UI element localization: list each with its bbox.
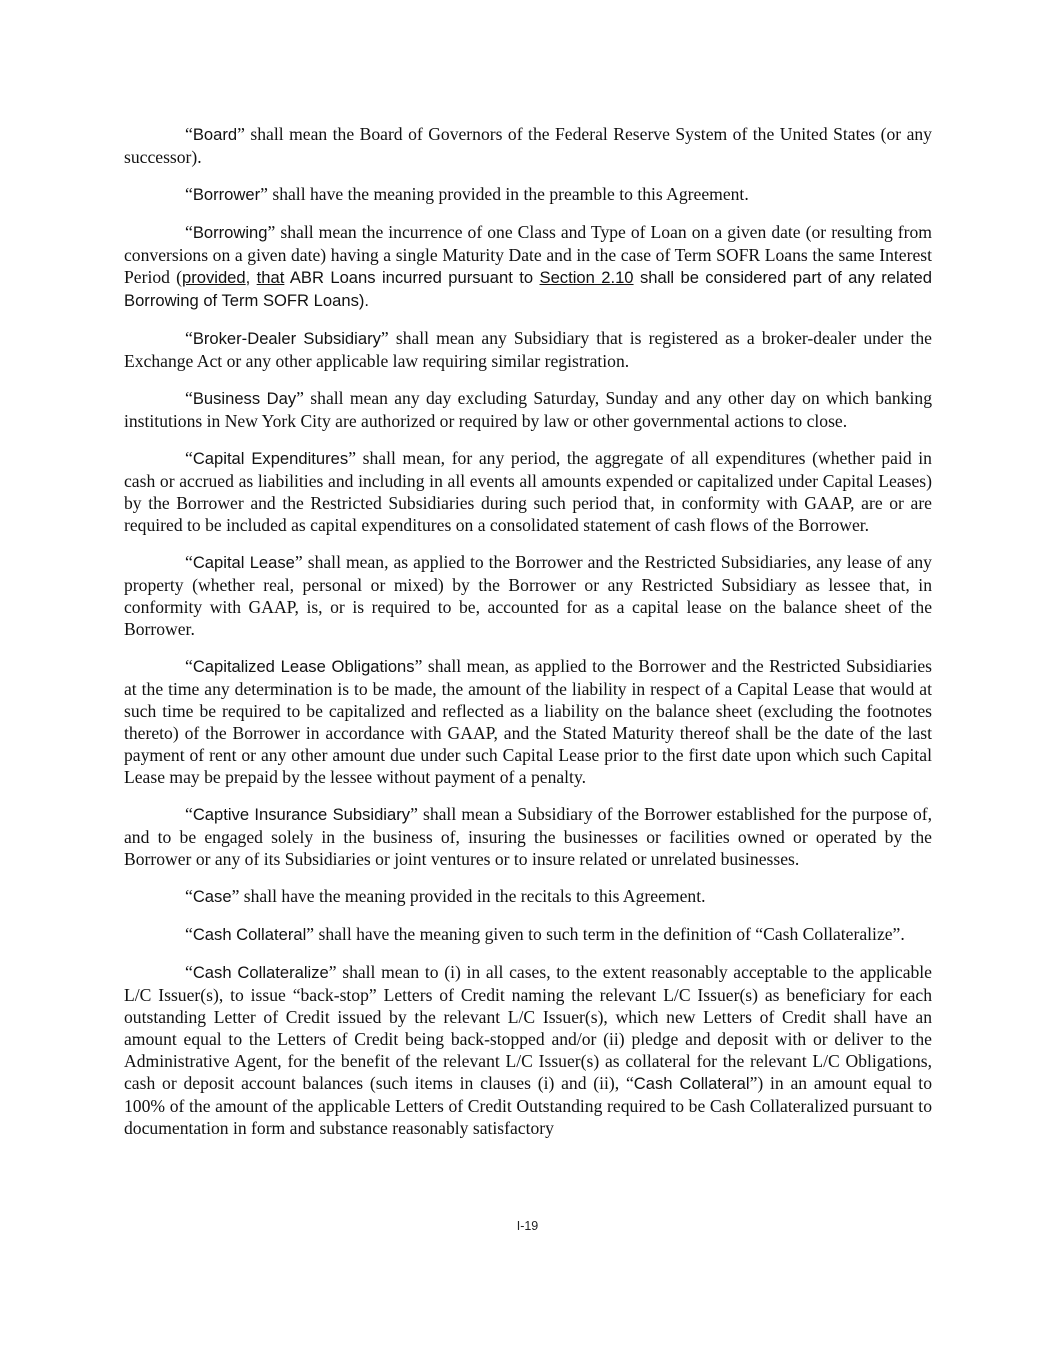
definition-capitalized-lease-obligations: “Capitalized Lease Obligations” shall mean, as applied to the Borrower and the Restricted Subsidiaries at the time any determination is to be made, the amount of the liability in respect of a Capital Lease that would at such time be required to be capitalized and reflected as a liability on the balance sheet (excluding the footnotes thereto) of the Borrower in accordance with GAAP, and the Stated Maturity thereof shall be the date of the last payment of rent or any other amount due under such Capital Lease prior to the first date upon which such Capital Lease may be prepaid by the lessee without payment of a penalty. (124, 656, 932, 787)
defined-term: Business Day (192, 389, 297, 408)
defined-term: Capital Lease (192, 553, 295, 572)
provided-emphasis: provided (181, 268, 246, 287)
defined-term: Broker-Dealer Subsidiary (192, 329, 381, 348)
inline-defined-term: Cash Collateral (633, 1074, 750, 1093)
that-emphasis: that (256, 268, 285, 287)
definition-business-day: “Business Day” shall mean any day excluding Saturday, Sunday and any other day on which banking institutions in New York City are authorized or required by law or other governmental actions to close. (124, 388, 932, 431)
definition-text-comma: , (245, 268, 257, 287)
definition-cash-collateralize: “Cash Collateralize” shall mean to (i) in all cases, to the extent reasonably acceptable to the applicable L/C Issuer(s), to issue “back-stop” Letters of Credit naming the relevant L/C Issuer(s) as beneficiary for each outstanding Letter of Credit issued by the relevant L/C Issuer(s), which new Letters of Credit shall have an amount equal to the Letters of Credit being back-stopped and/or (ii) pledge and deposit with or deliver to the Administrative Agent, for the benefit of the relevant L/C Issuer(s) as collateral for the relevant L/C Obligations, cash or deposit account balances (such items in clauses (i) and (ii), “Cash Collateral”) in an amount equal to 100% of the amount of the applicable Letters of Credit Outstanding required to be Cash Collateralized pursuant to documentation in form and substance reasonably satisfactory (124, 962, 932, 1138)
defined-term: Cash Collateralize (192, 963, 329, 982)
definition-text: shall mean to (i) in all cases, to the extent reasonably acceptable to the applicable L/C Issuer(s), to issue “back-stop” Letters of Credit naming the relevant L/C Issuer(s) as beneficiary for each outstanding Letter of Credit issued by the relevant L/C Issuer(s), which new Letters of Credit shall have an amount equal to the Letters of Credit being back-stopped and/or (ii) pledge and deposit with or deliver to the Administrative Agent, for the benefit of the relevant L/C Issuer(s) as collateral for the relevant L/C Obligations, cash or deposit account balances (such items in clauses (i) and (ii), “ (124, 962, 932, 1093)
document-page (124, 123, 932, 1154)
definition-text: shall have the meaning provided in the preamble to this Agreement. (272, 184, 749, 204)
definition-text: shall have the meaning given to such term in the definition of “Cash Collateralize”. (318, 924, 905, 944)
section-reference-link[interactable]: Section 2.10 (539, 268, 634, 287)
definition-text: shall mean, as applied to the Borrower and the Restricted Subsidiaries at the time any determination is to be made, the amount of the liability in respect of a Capital Lease that would at such time be required to be capitalized and reflected as a liability on the balance sheet (excluding the footnotes thereto) of the Borrower in accordance with GAAP, and the Stated Maturity thereof shall be the date of the last payment of rent or any other amount due under such Capital Lease prior to the first date upon which such Capital Lease may be prepaid by the lessee without payment of a penalty. (124, 656, 932, 787)
definition-case: “Case” shall have the meaning provided in the recitals to this Agreement. (185, 886, 706, 906)
definition-text: shall mean the Board of Governors of the Federal Reserve System of the United States (or any successor). (124, 124, 932, 167)
definition-text: ABR Loans incurred pursuant to (284, 268, 540, 287)
definition-broker-dealer-subsidiary: “Broker-Dealer Subsidiary” shall mean any Subsidiary that is registered as a broker-dealer under the Exchange Act or any other applicable law requiring similar registration. (124, 328, 932, 371)
definition-text: shall mean, as applied to the Borrower and the Restricted Subsidiaries, any lease of any property (whether real, personal or mixed) by the Borrower or any Restricted Subsidiary as lessee that, in conformity with GAAP, is, or is required to be, accounted for as a capital lease on the balance sheet of the Borrower. (124, 552, 932, 639)
definition-capital-lease: “Capital Lease” shall mean, as applied to the Borrower and the Restricted Subsidiaries, any lease of any property (whether real, personal or mixed) by the Borrower or any Restricted Subsidiary as lessee that, in conformity with GAAP, is, or is required to be, accounted for as a capital lease on the balance sheet of the Borrower. (124, 552, 932, 639)
definition-text: shall mean, for any period, the aggregate of all expenditures (whether paid in cash or accrued as liabilities and including in all events all amounts expended or capitalized under Capital Leases) by the Borrower and the Restricted Subsidiaries during such period that, in conformity with GAAP, are or are required to be included as capital expenditures on a consolidated statement of cash flows of the Borrower. (124, 448, 932, 535)
defined-term: Capitalized Lease Obligations (192, 657, 415, 676)
definition-cash-collateral: “Cash Collateral” shall have the meaning given to such term in the definition of “Cash Collateralize”. (185, 924, 905, 944)
defined-term: Cash Collateral (192, 925, 307, 944)
definition-captive-insurance-subsidiary: “Captive Insurance Subsidiary” shall mean a Subsidiary of the Borrower established for the purpose of, and to be engaged solely in the business of, insuring the businesses or facilities owned or operated by the Borrower or any of its Subsidiaries or joint ventures or to insure related or unrelated businesses. (124, 804, 932, 869)
defined-term: Captive Insurance Subsidiary (192, 805, 411, 824)
definition-text: shall mean the incurrence of one Class and Type of Loan on a given date (or resulting from conversions on a given date) having a single Maturity Date and in the case of Term SOFR Loans the same Interest Period ( (124, 222, 932, 287)
definition-text: shall be considered part of any related Borrowing of Term SOFR Loans). (124, 268, 932, 310)
defined-term: Case (192, 887, 232, 906)
definition-capital-expenditures: “Capital Expenditures” shall mean, for any period, the aggregate of all expenditures (whether paid in cash or accrued as liabilities and including in all events all amounts expended or capitalized under Capital Leases) by the Borrower and the Restricted Subsidiaries during such period that, in conformity with GAAP, are or are required to be included as capital expenditures on a consolidated statement of cash flows of the Borrower. (124, 448, 932, 535)
definition-text: shall mean any Subsidiary that is registered as a broker-dealer under the Exchange Act or any other applicable law requiring similar registration. (124, 328, 932, 371)
definition-board: “Board” shall mean the Board of Governors of the Federal Reserve System of the United States (or any successor). (124, 124, 932, 167)
definition-text: shall have the meaning provided in the recitals to this Agreement. (243, 886, 706, 906)
defined-term: Capital Expenditures (192, 449, 349, 468)
definition-text: shall mean any day excluding Saturday, Sunday and any other day on which banking institutions in New York City are authorized or required by law or other governmental actions to close. (124, 388, 932, 431)
defined-term: Board (192, 125, 238, 144)
defined-term: Borrowing (192, 223, 268, 242)
definition-text: shall mean a Subsidiary of the Borrower established for the purpose of, and to be engaged solely in the business of, insuring the businesses or facilities owned or operated by the Borrower or any of its Subsidiaries or joint ventures or to insure related or unrelated businesses. (124, 804, 932, 869)
page-number: I-19 (516, 1219, 539, 1233)
definition-borrower: “Borrower” shall have the meaning provided in the preamble to this Agreement. (185, 184, 749, 204)
defined-term: Borrower (192, 185, 261, 204)
definition-borrowing: “Borrowing” shall mean the incurrence of one Class and Type of Loan on a given date (or resulting from conversions on a given date) having a single Maturity Date and in the case of Term SOFR Loans the same Interest Period (provided, that ABR Loans incurred pursuant to Section 2.10 shall be considered part of any related Borrowing of Term SOFR Loans). (124, 222, 932, 310)
definition-text: ”) in an amount equal to 100% of the amount of the applicable Letters of Credit Outstanding required to be Cash Collateralized pursuant to documentation in form and substance reasonably satisfactory (124, 1073, 932, 1138)
